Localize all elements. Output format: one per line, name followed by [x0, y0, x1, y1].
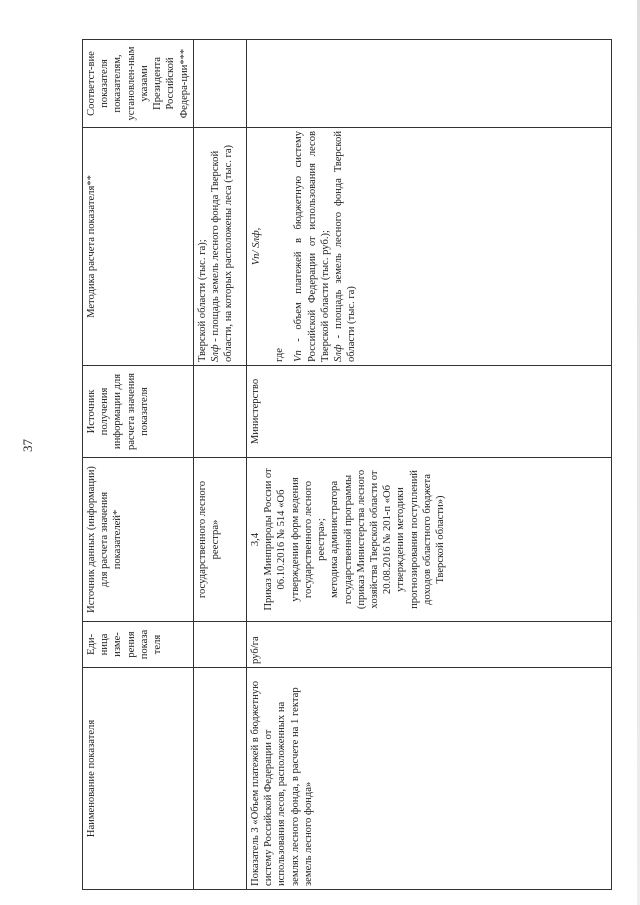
cont-method-line2 [209, 131, 235, 362]
indicator-data-source [246, 458, 611, 622]
method-s-def [332, 131, 358, 362]
header-data-source: Источник данных (информации) для расчета значения показателей* [83, 458, 194, 622]
cont-method-line1: Тверской области (тыс. га); [196, 239, 208, 362]
indicator-unit: руб/га [246, 622, 611, 668]
method-s-var: Sлф [333, 344, 345, 362]
header-name: Наименование показателя [83, 668, 194, 890]
data-source-methodology: методика администратора государственной программы (приказ Министерства лесного хозяйства Тверской области от 20.08.2016 № 201-п «Об утверждении методики прогнозирования поступлений доходов областного бюджета Тверской области») [329, 469, 447, 610]
header-compliance: Соответст-вие показателя показателям, установлен-ным указами Президента Российской Федера-ции*** [83, 40, 194, 128]
method-vp-var: Vп [293, 350, 305, 362]
indicator-row [246, 40, 611, 890]
method-vp-def [292, 131, 332, 362]
indicator-method [246, 128, 611, 366]
cont-name-cell [193, 668, 246, 890]
data-source-number: 3,4 [249, 532, 261, 547]
indicator-compliance [246, 40, 611, 128]
cont-compliance [193, 40, 246, 128]
cont-unit-cell [193, 622, 246, 668]
method-where: где [274, 348, 286, 362]
cont-data-source: государственного лесного реестра» [193, 458, 246, 622]
continuation-row [193, 40, 246, 890]
method-vp-text: - объем платежей в бюджетную систему Российской Федерации от использования лесов Тверской области (тыс. руб.); [293, 131, 331, 362]
indicator-info-source: Министерство [246, 366, 611, 458]
header-method: Методика расчета показателя** [83, 128, 194, 366]
indicator-name: Показатель 3 «Объем платежей в бюджетную систему Российской Федерации от использования лесов, расположенных на землях лесного фонда, в расчете на 1 гектар земель лесного фонда» [246, 668, 611, 890]
header-info-source: Источник получения информации для расчета значения показателя [83, 366, 194, 458]
page-number: 37 [20, 439, 35, 452]
cont-method-text: - площадь земель лесного фонда Тверской области, на которых расположены леса (тыс. га) [210, 144, 235, 362]
header-unit: Еди-ница изме-рения показа теля [83, 622, 194, 668]
cont-info-source [193, 366, 246, 458]
method-s-text: - площадь земель лесного фонда Тверской области (тыс. га) [333, 131, 358, 362]
header-row [83, 40, 194, 890]
indicator-table [82, 39, 612, 890]
method-formula: Vп/ Sлф, [250, 227, 262, 266]
cont-method-var: Sлф [210, 344, 222, 362]
data-source-order: Приказ Минприроды России от 06.10.2016 № 514 «Об утверждении форм ведения государственного лесного реестра»; [263, 468, 328, 611]
cont-method [193, 128, 246, 366]
rotated-page-content [82, 40, 612, 890]
